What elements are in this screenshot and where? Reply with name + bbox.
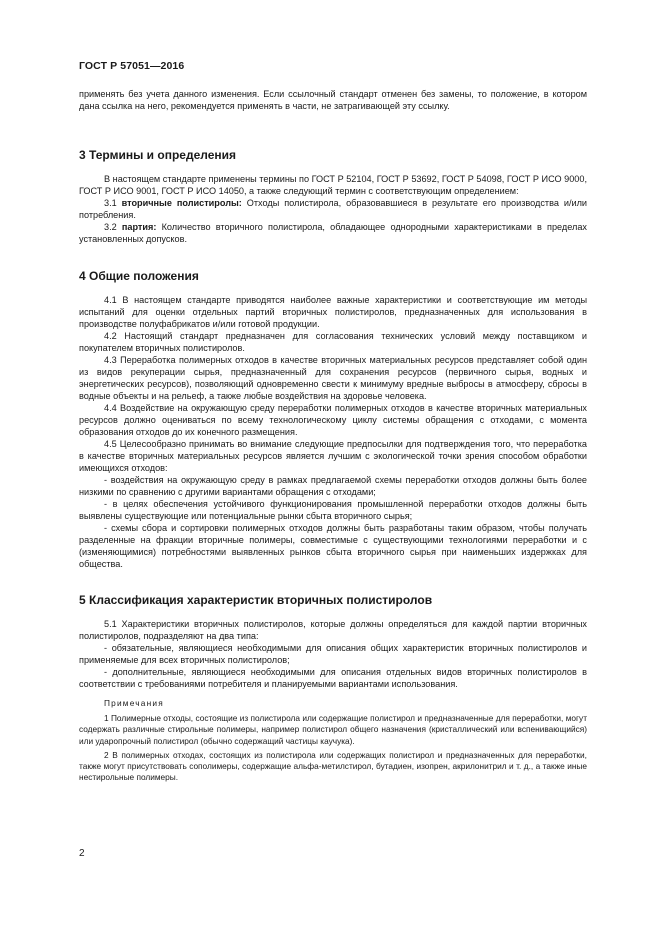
list-item: - дополнительные, являющиеся необходимыми для описания отдельных видов вторичных полистиролов в соответствии с требованиями потребителя и планируемыми вариантами использования. bbox=[79, 667, 587, 689]
notes-block bbox=[79, 698, 587, 783]
term-name: вторичные полистиролы: bbox=[121, 198, 242, 208]
list-item: - схемы сбора и сортировки полимерных отходов должны быть разработаны таким образом, чтобы получать разделенные на фракции вторичные полимеры, совместимые с существующими технологиями переработки и с (изменяющимися) потребностями выявленных рынков сбыта вторичного сырья при наименьших издержках для общества. bbox=[79, 523, 587, 569]
clause-4-3: 4.3 Переработка полимерных отходов в качестве вторичных материальных ресурсов представляет собой один из видов рекуперации сырья, предназначенный для сохранения ресурсов (первичного сырья, водных и энергетических ресурсов), позволяющий одновременно свести к минимуму вредные выбросы в атмосферу, сбросы в водные объекты и на рельеф, а также любые воздействия на здоровье человека. bbox=[79, 355, 587, 401]
term-number: 3.1 bbox=[104, 198, 122, 208]
intro-paragraph: применять без учета данного изменения. Если ссылочный стандарт отменен без замены, то положение, в котором дана ссылка на него, рекомендуется применять в части, не затрагивающей эту ссылку. bbox=[79, 89, 587, 111]
section-4-title: 4 Общие положения bbox=[79, 269, 199, 283]
clause-4-4: 4.4 Воздействие на окружающую среду переработки полимерных отходов в качестве вторичных материальных ресурсов должно оцениваться по всему технологическому циклу системы обращения с отходами, с момента образования отходов до их конечного размещения. bbox=[79, 403, 587, 437]
term-definition: Количество вторичного полистирола, обладающее однородными характеристиками в пределах установленных допусков. bbox=[79, 222, 587, 244]
list-item: - обязательные, являющиеся необходимыми для описания общих характеристик вторичных полистиролов и применяемые для всех вторичных полистиролов; bbox=[79, 643, 587, 665]
list-item: - в целях обеспечения устойчивого функционирования промышленной переработки отходов должны быть выявлены существующие или потенциальные рынки сбыта вторичного сырья; bbox=[79, 499, 587, 521]
term-definition: Отходы полистирола, образовавшиеся в результате его производства и/или потребления. bbox=[79, 198, 587, 220]
page-number: 2 bbox=[79, 848, 85, 859]
clause-4-5: 4.5 Целесообразно принимать во внимание следующие предпосылки для подтверждения того, что переработка в качестве вторичных материальных ресурсов является лучшим с экологической точки зрения способом обработки имеющихся отходов: bbox=[79, 439, 587, 473]
section-3-title: 3 Термины и определения bbox=[79, 148, 237, 162]
notes-title: Примечания bbox=[104, 698, 164, 708]
term-3-2 bbox=[79, 221, 587, 245]
document-header: ГОСТ Р 57051—2016 bbox=[79, 60, 185, 72]
section-3-paragraph: В настоящем стандарте применены термины по ГОСТ Р 52104, ГОСТ Р 53692, ГОСТ Р 54098, ГОСТ Р ИСО 9000, ГОСТ Р ИСО 9001, ГОСТ Р ИСО 14050, а также следующий термин с соответствующим определением: bbox=[79, 174, 587, 196]
term-3-1 bbox=[79, 197, 587, 221]
section-5-title: 5 Классификация характеристик вторичных полистиролов bbox=[79, 593, 433, 607]
clause-4-1: 4.1 В настоящем стандарте приводятся наиболее важные характеристики и соответствующие им методы испытаний для оценки отдельных партий вторичных полистиролов, предназначенных для использования в производстве полуфабрикатов и/или готовой продукции. bbox=[79, 295, 587, 329]
note-2: 2 В полимерных отходах, состоящих из полистирола или содержащих полистирол и предназначенных для переработки, также могут присутствовать сополимеры, содержащие альфа-метилстирол, бутадиен, изопрен, акрилонитрил и т. д., а также иные нестирольные полимеры. bbox=[79, 749, 587, 783]
term-number: 3.2 bbox=[104, 222, 122, 232]
term-name: партия: bbox=[121, 222, 157, 232]
clause-4-2: 4.2 Настоящий стандарт предназначен для согласования технических условий между поставщиком и покупателем вторичных полистиролов. bbox=[79, 331, 587, 353]
list-item: - воздействия на окружающую среду в рамках предлагаемой схемы переработки отходов должны быть более низкими по сравнению с другими вариантами обращения с отходами; bbox=[79, 475, 587, 497]
clause-5-1: 5.1 Характеристики вторичных полистиролов, которые должны определяться для каждой партии вторичных полистиролов, подразделяют на два типа: bbox=[79, 619, 587, 641]
document-body bbox=[79, 88, 587, 783]
note-1: 1 Полимерные отходы, состоящие из полистирола или содержащие полистирол и предназначенные для переработки, могут содержать различные стирольные полимеры, например полистирол общего назначения (кристаллический или вспенивающийся) или ударопрочный полистирол (обычно содержащий частицы каучука). bbox=[79, 713, 587, 746]
